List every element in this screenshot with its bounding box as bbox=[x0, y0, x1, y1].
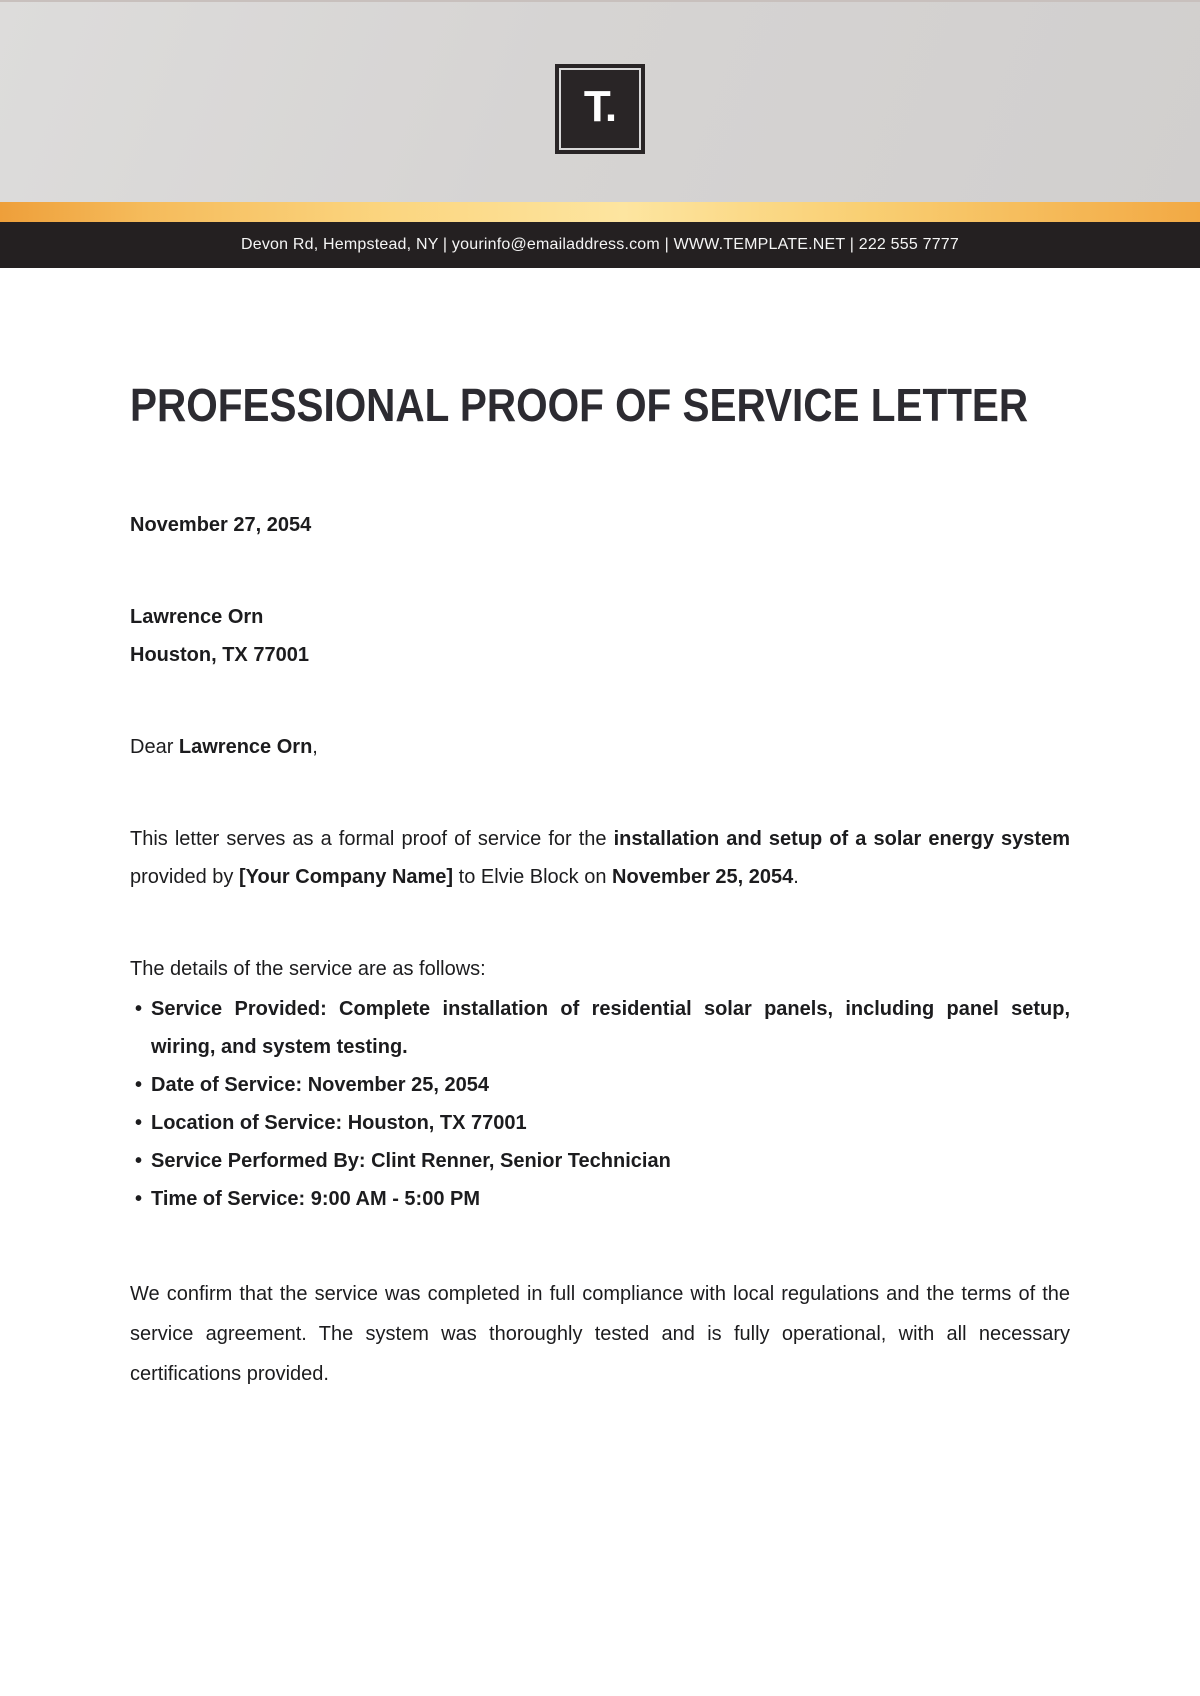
logo-text: T. bbox=[583, 82, 617, 131]
recipient-block bbox=[130, 598, 1070, 674]
closing-paragraph: We confirm that the service was completed in full compliance with local regulations and the terms of the service agreement. The system was thoroughly tested and is fully operational, with all necessary certifications provided. bbox=[130, 1283, 1070, 1385]
contact-info-text: Devon Rd, Hempstead, NY | yourinfo@emailaddress.com | WWW.TEMPLATE.NET | 222 555 7777 bbox=[241, 236, 959, 253]
greeting: Dear Lawrence Orn, bbox=[130, 736, 318, 758]
list-item: • Service Performed By: Clint Renner, Senior Technician bbox=[130, 1142, 1070, 1180]
letter-title: PROFESSIONAL PROOF OF SERVICE LETTER bbox=[130, 379, 1029, 431]
recipient-address: Houston, TX 77001 bbox=[130, 644, 309, 666]
list-item: • Date of Service: November 25, 2054 bbox=[130, 1066, 1070, 1104]
gold-divider-bar bbox=[0, 202, 1200, 222]
list-item: • Time of Service: 9:00 AM - 5:00 PM bbox=[130, 1180, 1070, 1218]
list-item: • Location of Service: Houston, TX 77001 bbox=[130, 1104, 1070, 1142]
letterhead bbox=[0, 0, 1200, 202]
company-logo bbox=[555, 64, 645, 154]
letter-body bbox=[0, 380, 1200, 1394]
logo-frame bbox=[559, 68, 641, 150]
contact-info-bar bbox=[0, 222, 1200, 268]
intro-paragraph: This letter serves as a formal proof of service for the installation and setup of a solar energy system provided by [Your Company Name] to Elvie Block on November 25, 2054. bbox=[130, 828, 1070, 888]
list-item: • Service Provided: Complete installation of residential solar panels, including panel setup, wiring, and system testing. bbox=[130, 990, 1070, 1066]
service-details-list bbox=[130, 990, 1070, 1218]
recipient-name: Lawrence Orn bbox=[130, 606, 264, 628]
letter-date: November 27, 2054 bbox=[130, 514, 312, 536]
details-intro: The details of the service are as follows: bbox=[130, 958, 486, 980]
